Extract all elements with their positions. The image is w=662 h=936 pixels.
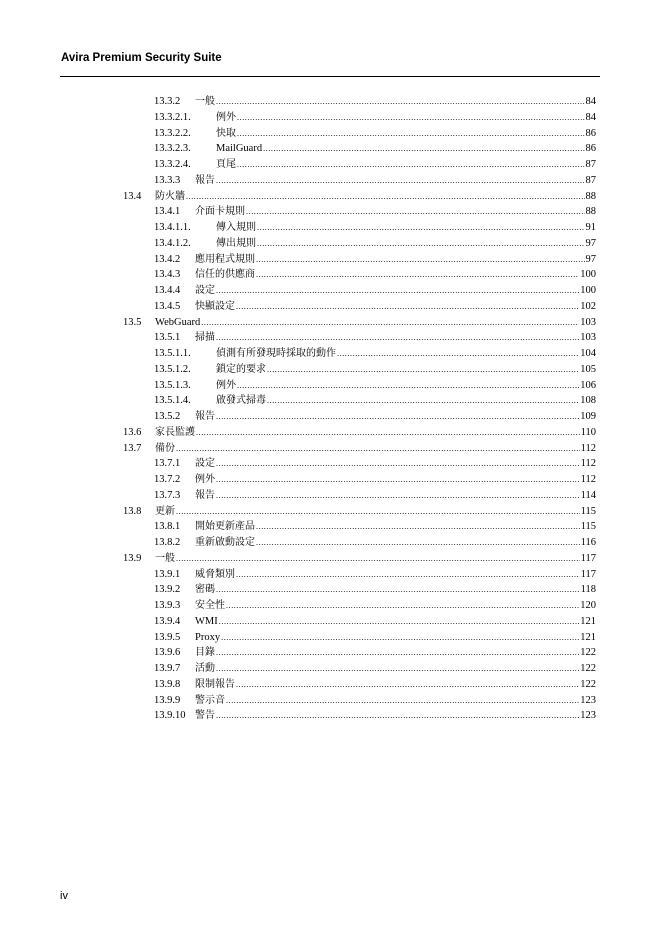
toc-entry[interactable] (0, 346, 662, 362)
toc-entry-page: 112 (580, 442, 596, 454)
dot-leader (216, 645, 579, 661)
dot-leader (201, 315, 579, 331)
dot-leader (236, 299, 579, 315)
toc-entry-number: 13.4 (123, 190, 142, 202)
dot-leader (226, 693, 579, 709)
toc-entry-number: 13.3.3 (154, 174, 181, 186)
toc-entry[interactable] (0, 220, 662, 236)
dot-leader (237, 378, 579, 394)
toc-entry-number: 13.7.2 (154, 474, 181, 485)
toc-entry-title: 警告 (195, 710, 215, 722)
toc-entry-page: 103 (580, 316, 596, 328)
toc-entry-number: 13.5.1 (154, 332, 181, 344)
toc-entry-page: 112 (580, 474, 596, 485)
dot-leader (216, 94, 585, 110)
toc-entry-page: 115 (580, 505, 596, 517)
dot-leader (216, 488, 580, 504)
toc-entry-page: 114 (580, 489, 596, 501)
toc-entry-page: 87 (585, 174, 596, 186)
toc-entry[interactable] (0, 378, 662, 394)
toc-entry[interactable] (0, 204, 662, 220)
toc-entry[interactable] (0, 236, 662, 252)
toc-entry-title: 鎖定的要求 (216, 363, 266, 375)
toc-entry-title: 掃描 (195, 332, 215, 344)
toc-entry[interactable] (0, 551, 662, 567)
toc-entry-number: 13.5 (123, 316, 142, 328)
toc-entry-title: 一般 (195, 96, 215, 107)
toc-entry[interactable] (0, 283, 662, 299)
toc-entry-number: 13.4.3 (154, 269, 181, 281)
dot-leader (216, 582, 580, 598)
toc-entry-title: 活動 (195, 663, 215, 674)
dot-leader (186, 189, 585, 205)
dot-leader (216, 283, 579, 299)
dot-leader (236, 567, 580, 583)
toc-entry-title: 例外 (195, 474, 215, 485)
dot-leader (237, 126, 585, 142)
toc-entry-page: 123 (580, 694, 596, 706)
toc-entry-page: 121 (580, 631, 596, 643)
toc-entry-number: 13.6 (123, 426, 142, 438)
dot-leader (216, 173, 585, 189)
toc-entry-page: 117 (580, 568, 596, 580)
toc-entry-title: 報告 (195, 489, 215, 501)
toc-entry-number: 13.9.3 (154, 600, 181, 611)
toc-entry-title: Proxy (195, 631, 221, 643)
toc-entry-title: 傳出規則 (216, 237, 256, 249)
dot-leader (256, 267, 579, 283)
toc-entry-title: 快顯設定 (195, 300, 235, 312)
toc-entry[interactable] (0, 708, 662, 724)
toc-entry-page: 106 (580, 379, 596, 391)
toc-entry[interactable] (0, 488, 662, 504)
toc-entry-page: 115 (580, 521, 596, 533)
toc-entry-number: 13.4.2 (154, 253, 181, 265)
toc-entry-page: 84 (585, 111, 596, 123)
dot-leader (196, 425, 580, 441)
toc-entry-page: 97 (585, 237, 596, 249)
toc-entry-title: 偵測有所發現時採取的動作 (216, 348, 336, 359)
dot-leader (256, 519, 580, 535)
toc-entry-title: 防火牆 (155, 190, 185, 202)
dot-leader (267, 362, 579, 378)
toc-entry-page: 109 (580, 411, 596, 422)
toc-entry-page: 120 (580, 600, 596, 611)
footer-page-number: iv (60, 890, 68, 902)
toc-entry-title: WMI (195, 615, 218, 627)
toc-entry-page: 100 (580, 285, 596, 296)
toc-entry-number: 13.9.10 (154, 710, 186, 722)
toc-entry[interactable] (0, 267, 662, 283)
toc-entry-title: 威脅類別 (195, 568, 235, 580)
toc-entry-title: 例外 (216, 379, 236, 391)
dot-leader (263, 141, 584, 157)
toc-entry-page: 91 (585, 222, 596, 233)
dot-leader (216, 472, 580, 488)
toc-entry-title: 設定 (195, 458, 215, 470)
toc-entry-number: 13.7 (123, 442, 142, 454)
toc-entry-number: 13.7.1 (154, 458, 181, 470)
toc-entry[interactable] (0, 110, 662, 126)
toc-entry-title: 備份 (155, 442, 175, 454)
toc-entry[interactable] (0, 567, 662, 583)
toc-entry-title: 開始更新產品 (195, 521, 255, 533)
toc-entry-page: 116 (580, 537, 596, 548)
toc-entry[interactable] (0, 677, 662, 693)
toc-entry[interactable] (0, 362, 662, 378)
toc-entry-page: 121 (580, 615, 596, 627)
toc-entry-number: 13.4.1.2. (154, 237, 191, 249)
dot-leader (219, 614, 580, 630)
toc-entry[interactable] (0, 598, 662, 614)
toc-entry[interactable] (0, 535, 662, 551)
dot-leader (176, 504, 580, 520)
dot-leader (267, 393, 579, 409)
toc-entry-number: 13.3.2 (154, 96, 181, 107)
toc-entry[interactable] (0, 157, 662, 173)
toc-entry-number: 13.9.9 (154, 694, 181, 706)
toc-entry-title: 重新啟動設定 (195, 537, 255, 548)
toc-entry-title: 介面卡規則 (195, 206, 245, 218)
toc-entry-number: 13.3.2.2. (154, 127, 191, 139)
dot-leader (337, 346, 579, 362)
toc-entry-number: 13.3.2.4. (154, 159, 191, 170)
toc-entry-number: 13.9 (123, 552, 142, 564)
toc-entry-page: 86 (585, 143, 596, 155)
toc-entry-number: 13.9.6 (154, 647, 181, 659)
toc-entry-title: 安全性 (195, 600, 225, 611)
toc-entry-title: 一般 (155, 552, 175, 564)
toc-entry-page: 88 (585, 206, 596, 218)
toc-entry-page: 104 (580, 348, 596, 359)
toc-entry[interactable] (0, 409, 662, 425)
toc-entry-title: 設定 (195, 285, 215, 296)
toc-entry-number: 13.9.1 (154, 568, 181, 580)
dot-leader (216, 661, 579, 677)
toc-entry[interactable] (0, 393, 662, 409)
toc-entry-number: 13.3.2.1. (154, 111, 191, 123)
dot-leader (257, 220, 585, 236)
toc-entry[interactable] (0, 126, 662, 142)
table-of-contents (0, 94, 662, 724)
toc-entry-title: 目錄 (195, 647, 215, 659)
toc-entry-title: 信任的供應商 (195, 269, 255, 281)
toc-entry-number: 13.5.1.3. (154, 379, 191, 391)
dot-leader (216, 708, 579, 724)
toc-entry-number: 13.9.2 (154, 584, 181, 596)
dot-leader (256, 252, 585, 268)
dot-leader (176, 441, 580, 457)
toc-entry-number: 13.3.2.3. (154, 143, 191, 155)
dot-leader (236, 677, 579, 693)
dot-leader (237, 157, 585, 173)
toc-entry-number: 13.9.4 (154, 615, 181, 627)
toc-entry-number: 13.5.2 (154, 411, 181, 422)
toc-entry-page: 88 (585, 190, 596, 202)
toc-entry-number: 13.5.1.1. (154, 348, 191, 359)
toc-entry[interactable] (0, 472, 662, 488)
toc-entry-number: 13.4.5 (154, 300, 181, 312)
toc-entry-title: 應用程式規則 (195, 253, 255, 265)
dot-leader (246, 204, 585, 220)
dot-leader (256, 535, 580, 551)
toc-entry-title: 報告 (195, 411, 215, 422)
toc-entry-number: 13.5.1.4. (154, 395, 191, 407)
toc-entry-number: 13.7.3 (154, 489, 181, 501)
toc-entry-page: 86 (585, 127, 596, 139)
dot-leader (257, 236, 585, 252)
toc-entry-page: 117 (580, 552, 596, 564)
toc-entry[interactable] (0, 299, 662, 315)
toc-entry[interactable] (0, 519, 662, 535)
toc-entry-title: 家長監護 (155, 426, 195, 438)
toc-entry-page: 105 (580, 363, 596, 375)
dot-leader (176, 551, 580, 567)
toc-entry[interactable] (0, 252, 662, 268)
toc-entry-number: 13.9.5 (154, 631, 181, 643)
toc-entry[interactable] (0, 693, 662, 709)
toc-entry[interactable] (0, 189, 662, 205)
toc-entry-number: 13.4.4 (154, 285, 181, 296)
toc-entry-page: 122 (580, 663, 596, 674)
toc-entry[interactable] (0, 456, 662, 472)
toc-entry-page: 110 (580, 426, 596, 438)
toc-entry[interactable] (0, 630, 662, 646)
toc-entry[interactable] (0, 330, 662, 346)
toc-entry[interactable] (0, 173, 662, 189)
toc-entry[interactable] (0, 94, 662, 110)
toc-entry-number: 13.8 (123, 505, 142, 517)
dot-leader (237, 110, 585, 126)
toc-entry[interactable] (0, 614, 662, 630)
toc-entry-title: WebGuard (155, 316, 201, 328)
toc-entry-page: 122 (580, 678, 596, 690)
toc-entry-page: 84 (585, 96, 596, 107)
toc-entry-number: 13.5.1.2. (154, 363, 191, 375)
toc-entry-title: 傳入規則 (216, 222, 256, 233)
toc-entry-number: 13.8.2 (154, 537, 181, 548)
toc-entry[interactable] (0, 141, 662, 157)
toc-entry-number: 13.4.1.1. (154, 222, 191, 233)
toc-entry-page: 112 (580, 458, 596, 470)
dot-leader (216, 456, 580, 472)
toc-entry[interactable] (0, 645, 662, 661)
header-divider (60, 76, 600, 77)
toc-entry-number: 13.4.1 (154, 206, 181, 218)
toc-entry[interactable] (0, 441, 662, 457)
toc-entry-number: 13.8.1 (154, 521, 181, 533)
toc-entry[interactable] (0, 315, 662, 331)
dot-leader (221, 630, 579, 646)
toc-entry-page: 87 (585, 159, 596, 170)
toc-entry[interactable] (0, 425, 662, 441)
toc-entry-title: 快取 (216, 127, 236, 139)
toc-entry-title: 密碼 (195, 584, 215, 596)
toc-entry-page: 103 (580, 332, 596, 344)
toc-entry-page: 118 (580, 584, 596, 596)
toc-entry-page: 100 (580, 269, 596, 281)
document-header-title: Avira Premium Security Suite (61, 52, 222, 64)
toc-entry-number: 13.9.7 (154, 663, 181, 674)
toc-entry[interactable] (0, 582, 662, 598)
toc-entry-title: 限制報告 (195, 678, 235, 690)
dot-leader (216, 330, 579, 346)
toc-entry-page: 123 (580, 710, 596, 722)
toc-entry-title: 更新 (155, 505, 175, 517)
toc-entry-title: 報告 (195, 174, 215, 186)
toc-entry-title: 頁尾 (216, 159, 236, 170)
toc-entry-page: 102 (580, 300, 596, 312)
toc-entry-title: 警示音 (195, 694, 225, 706)
toc-entry[interactable] (0, 504, 662, 520)
toc-entry[interactable] (0, 661, 662, 677)
dot-leader (226, 598, 579, 614)
toc-entry-title: MailGuard (216, 143, 263, 155)
toc-entry-page: 122 (580, 647, 596, 659)
toc-entry-page: 97 (585, 253, 596, 265)
toc-entry-title: 例外 (216, 111, 236, 123)
dot-leader (216, 409, 579, 425)
toc-entry-page: 108 (580, 395, 596, 407)
toc-entry-title: 啟發式掃毒 (216, 395, 266, 407)
toc-entry-number: 13.9.8 (154, 678, 181, 690)
